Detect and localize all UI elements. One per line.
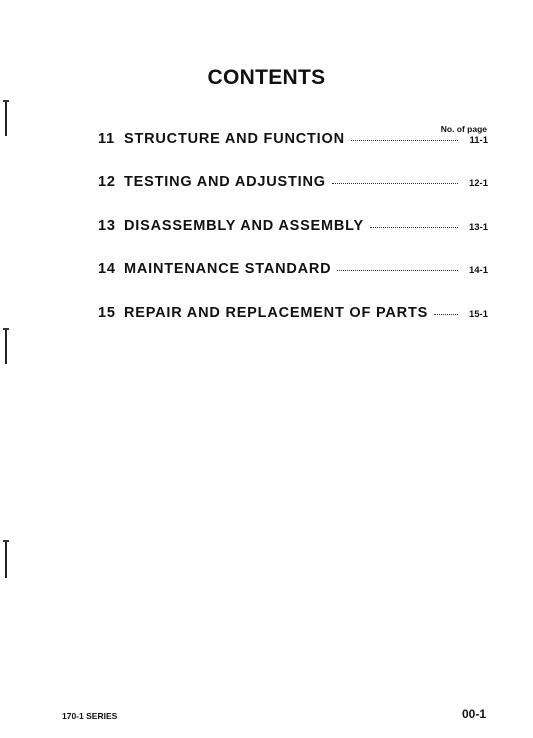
dot-leader: [370, 227, 458, 228]
page-column-header: No. of page: [440, 124, 487, 134]
toc-entry-number: 12: [98, 174, 116, 190]
toc-entry-title: REPAIR AND REPLACEMENT OF PARTS: [124, 305, 429, 321]
toc-entry-page: 11-1: [469, 135, 488, 146]
page-title: CONTENTS: [207, 66, 326, 89]
toc-entry-page: 15-1: [468, 309, 488, 320]
toc-entry-page: 13-1: [468, 222, 488, 233]
toc-entry-number: 13: [98, 218, 116, 234]
toc-entry-11[interactable]: [98, 131, 488, 147]
binder-mark-bottom: [5, 540, 7, 578]
toc-entry-page: 12-1: [468, 178, 488, 189]
toc-entry-15[interactable]: [98, 305, 488, 321]
toc-entry-number: 11: [98, 131, 115, 147]
toc-entry-14[interactable]: [98, 261, 488, 277]
dot-leader: [351, 140, 458, 141]
toc-entry-page: 14-1: [468, 265, 488, 276]
toc-entry-title: DISASSEMBLY AND ASSEMBLY: [124, 218, 364, 234]
footer-series: 170-1 SERIES: [62, 711, 118, 721]
toc-entry-title: STRUCTURE AND FUNCTION: [124, 131, 345, 147]
dot-leader: [332, 183, 458, 184]
toc-entry-title: TESTING AND ADJUSTING: [124, 174, 326, 190]
toc-entry-13[interactable]: [98, 218, 488, 234]
toc-entry-title: MAINTENANCE STANDARD: [124, 261, 332, 277]
dot-leader: [434, 314, 458, 315]
binder-tick-middle: [3, 328, 9, 330]
binder-mark-middle: [5, 328, 7, 364]
toc-entry-number: 14: [98, 261, 116, 277]
binder-tick-top: [3, 100, 9, 102]
dot-leader: [337, 270, 458, 271]
footer-page-number: 00-1: [461, 707, 486, 721]
binder-mark-top: [5, 100, 7, 136]
toc-entry-number: 15: [98, 305, 116, 321]
toc-entry-12[interactable]: [98, 174, 488, 190]
binder-tick-bottom: [3, 540, 9, 542]
